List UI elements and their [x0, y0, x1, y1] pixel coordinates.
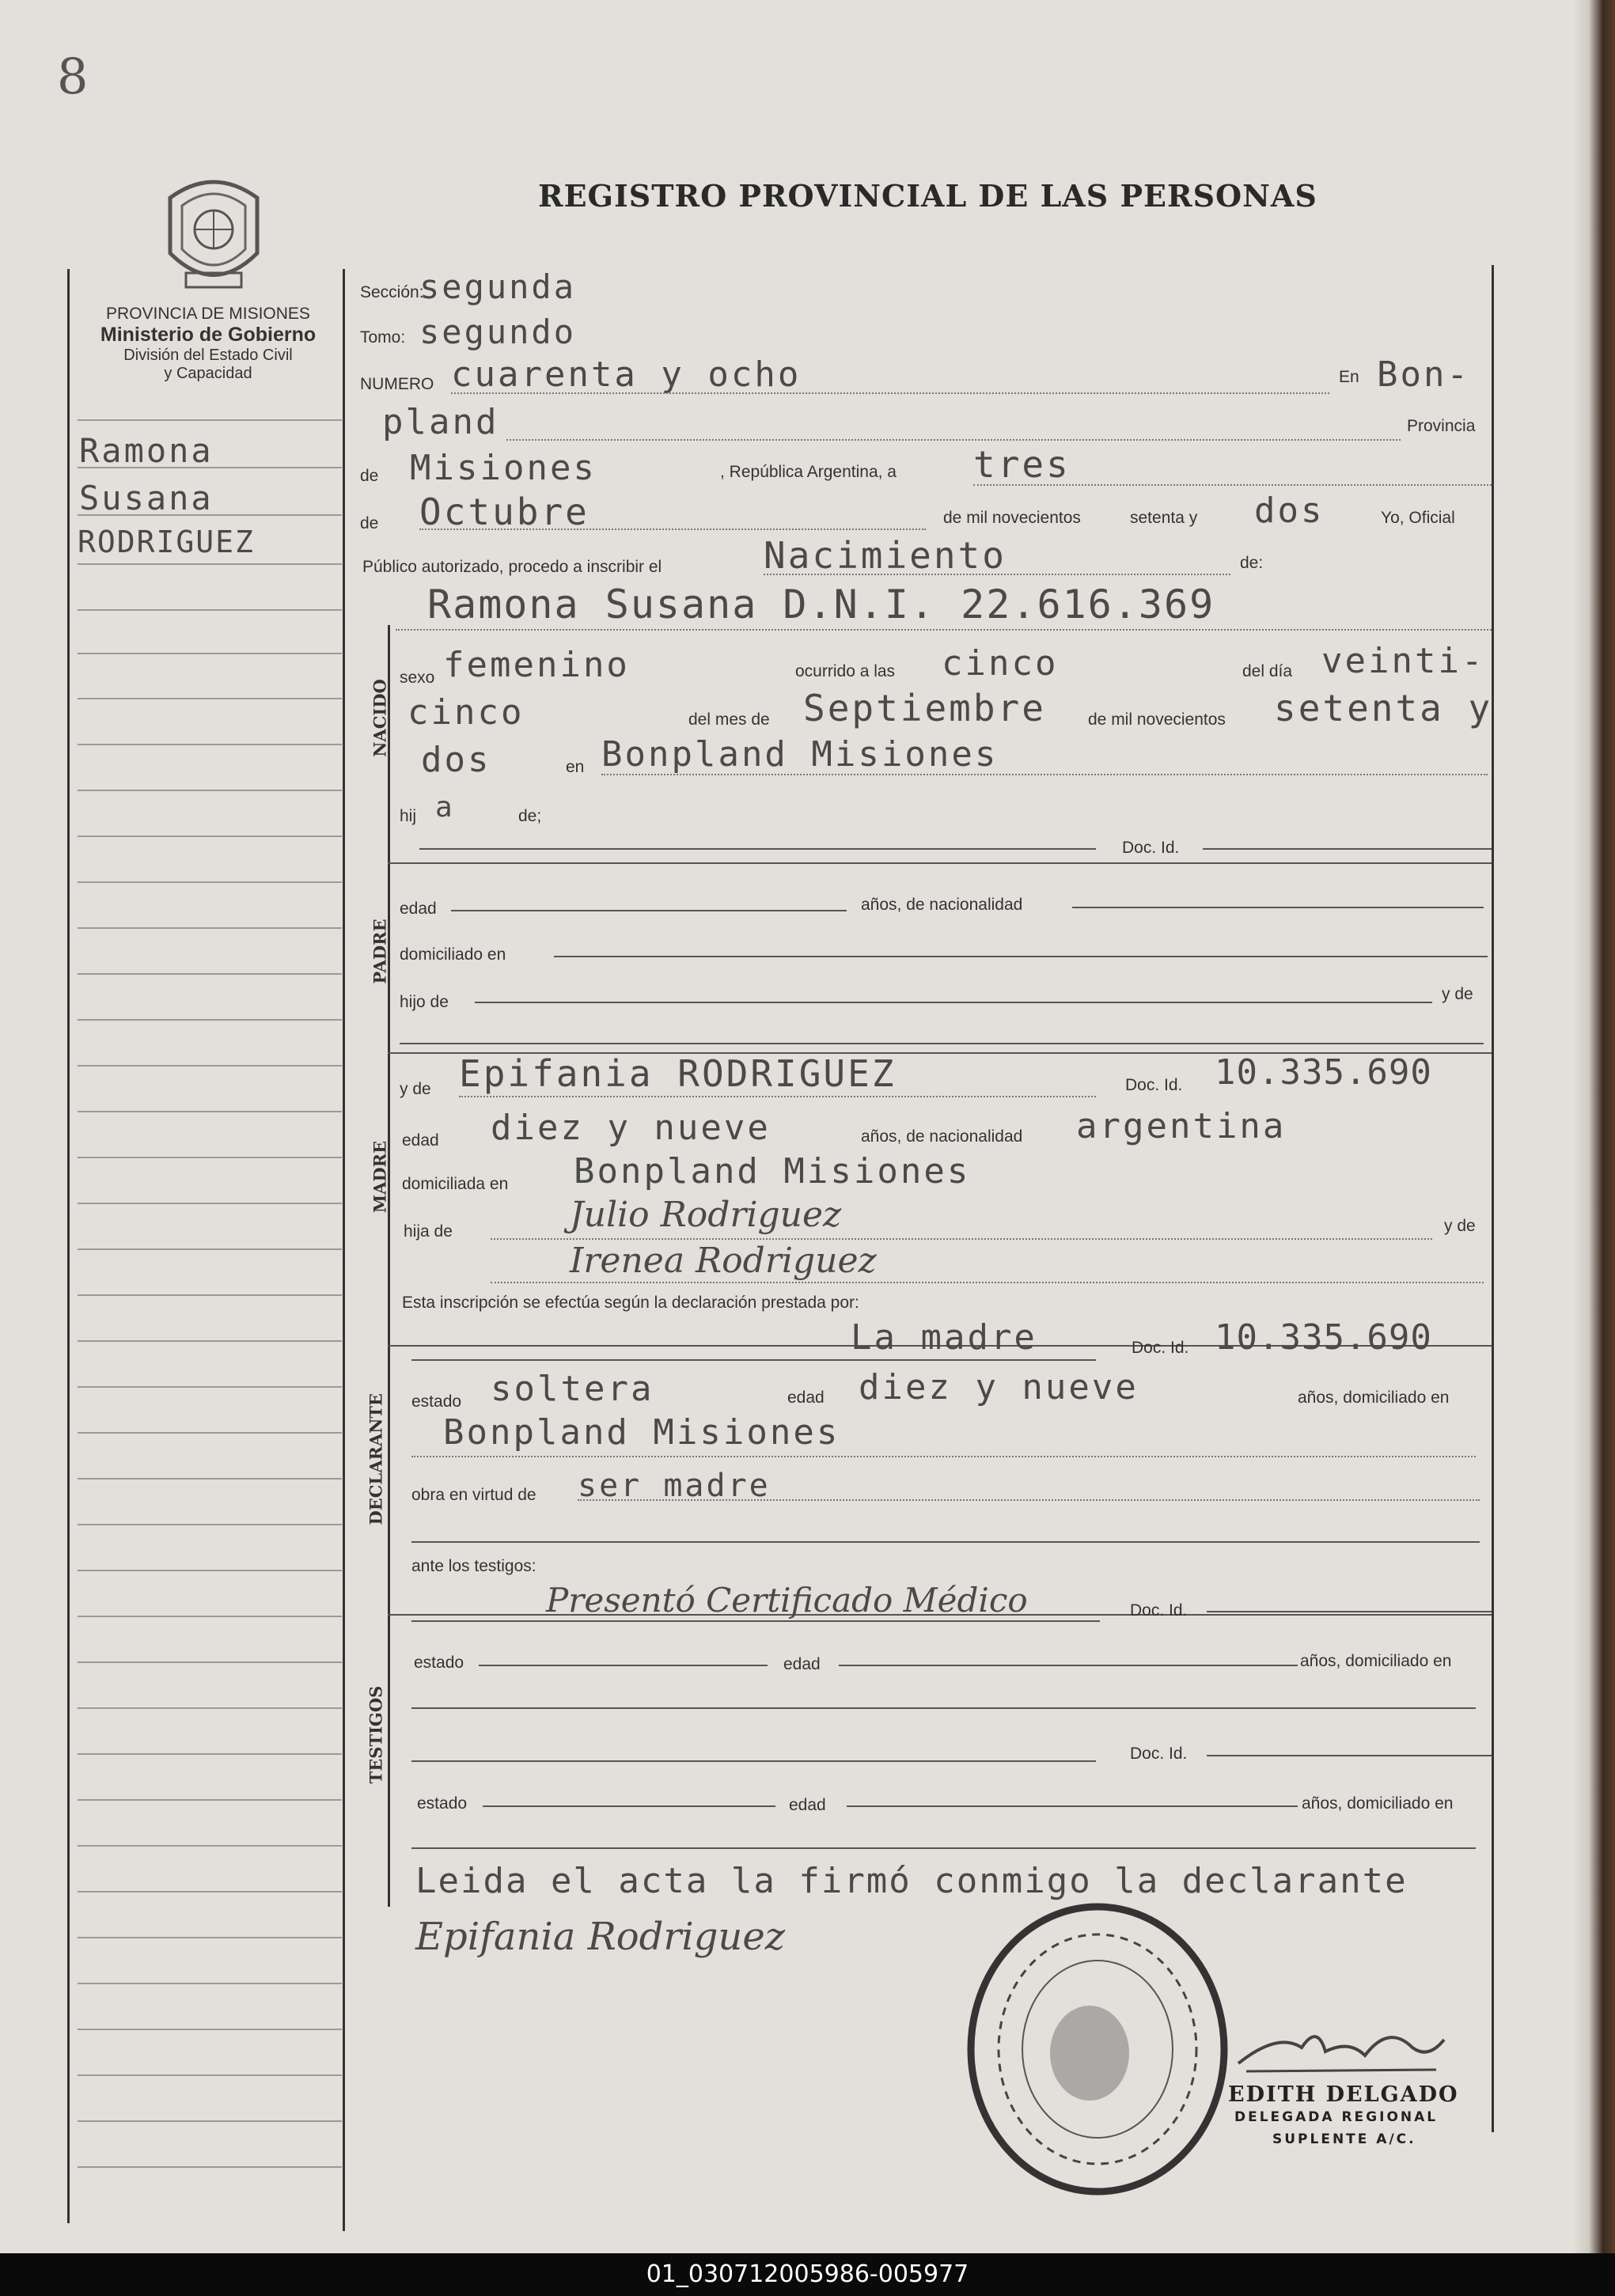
margin-surname: RODRIGUEZ — [78, 525, 255, 559]
registration-year-value: dos — [1254, 491, 1325, 531]
provincia-value: Misiones — [410, 448, 597, 488]
mother-address-value: Bonpland Misiones — [574, 1151, 971, 1192]
dotted-line — [451, 392, 1329, 394]
officer-subrole: SUPLENTE A/C. — [1272, 2131, 1416, 2147]
testigo1-doc-label: Doc. Id. — [1130, 1745, 1188, 1763]
birth-year-value-cont: dos — [421, 740, 491, 780]
blank-line — [1203, 848, 1492, 850]
testigo1-anos-label: años, domiciliado en — [1300, 1652, 1452, 1670]
dotted-line — [396, 629, 1492, 631]
anio-label: de mil novecientos — [1088, 710, 1226, 729]
seccion-label: Sección: — [360, 283, 424, 301]
oficial-label: Yo, Oficial — [1381, 509, 1455, 527]
madre-nacionalidad-label: años, de nacionalidad — [861, 1127, 1023, 1146]
seccion-value: segunda — [419, 267, 577, 306]
blank-line — [411, 1359, 1096, 1361]
testigo1-estado-label: estado — [414, 1654, 464, 1672]
division-label: División del Estado Civil — [123, 347, 293, 364]
dotted-line — [601, 774, 1488, 775]
separator — [388, 862, 1492, 864]
section-label-column-line — [388, 625, 390, 1907]
hijo-label: hij — [400, 807, 417, 825]
official-round-stamp — [959, 1895, 1236, 2203]
de-colon-label: de: — [1240, 554, 1264, 572]
publico-label: Público autorizado, procedo a inscribir el — [362, 558, 662, 576]
testigos-section-label: TESTIGOS — [366, 1685, 386, 1784]
dotted-line — [491, 1238, 1432, 1240]
declarante-doc-label: Doc. Id. — [1132, 1339, 1189, 1357]
birth-month-value: Septiembre — [803, 687, 1046, 729]
madre-domicilio-label: domiciliada en — [402, 1175, 509, 1193]
padre-section-label: PADRE — [370, 919, 390, 984]
witness-note-value: Presentó Certificado Médico — [546, 1581, 1028, 1620]
declaration-intro-label: Esta inscripción se efectúa según la declaración prestada por: — [402, 1294, 859, 1312]
blank-line — [483, 1805, 775, 1807]
birth-place-value: Bonpland Misiones — [601, 734, 999, 775]
blank-line — [839, 1665, 1298, 1666]
dotted-line — [764, 574, 1230, 575]
declarante-anos-label: años, domiciliado en — [1298, 1389, 1450, 1407]
madre-y-de-label: y de — [400, 1080, 431, 1098]
provincia-label: Provincia — [1407, 417, 1476, 435]
mother-nationality-value: argentina — [1076, 1106, 1287, 1146]
de-label: de — [360, 467, 379, 485]
mother-father-value: Julio Rodriguez — [570, 1195, 842, 1235]
de-label-2: de — [360, 514, 379, 532]
padre-nacionalidad-label: años, de nacionalidad — [861, 896, 1023, 914]
child-name-dni: Ramona Susana D.N.I. 22.616.369 — [427, 582, 1215, 627]
mil-label: de mil novecientos — [943, 509, 1081, 527]
declarante-section-label: DECLARANTE — [366, 1392, 386, 1525]
dotted-line — [459, 1096, 1096, 1097]
de-semicolon-label: de; — [518, 807, 542, 825]
issuer-block — [70, 305, 347, 383]
declarant-signature: Epifania Rodriguez — [415, 1915, 786, 1959]
ocurrido-label: ocurrido a las — [795, 662, 896, 680]
act-type-value: Nacimiento — [764, 534, 1007, 577]
padre-y-de-label: y de — [1442, 985, 1473, 1003]
testigo1-edad-label: edad — [783, 1655, 821, 1673]
dotted-line — [411, 1456, 1476, 1457]
footer-image-id: 01_030712005986-005977 — [0, 2253, 1615, 2296]
testigos-ante-label: ante los testigos: — [411, 1557, 536, 1575]
declarant-age-value: diez y nueve — [859, 1367, 1139, 1408]
column-divider-line — [343, 269, 345, 2231]
testigo2-estado-label: estado — [417, 1794, 468, 1813]
mother-mother-value: Irenea Rodriguez — [570, 1241, 877, 1281]
birth-day-value: veinti- — [1321, 641, 1485, 681]
dotted-line — [419, 529, 926, 530]
decade-value: setenta y — [1130, 509, 1198, 527]
padre-domicilio-label: domiciliado en — [400, 945, 506, 964]
sexo-value: femenino — [443, 645, 630, 685]
tomo-value: segundo — [419, 313, 577, 351]
birth-hour-value: cinco — [942, 643, 1059, 684]
registration-day-value: tres — [973, 443, 1071, 486]
madre-hija-label: hija de — [404, 1222, 453, 1241]
declarant-address-value: Bonpland Misiones — [443, 1412, 840, 1453]
blank-line — [411, 1847, 1476, 1849]
registration-month-value: Octubre — [419, 491, 590, 533]
officer-signature — [1230, 2016, 1452, 2079]
declarant-capacity-value: ser madre — [578, 1468, 771, 1504]
testigo2-anos-label: años, domiciliado en — [1302, 1794, 1454, 1813]
blank-line — [419, 848, 1096, 850]
declarante-edad-label: edad — [787, 1389, 825, 1407]
page-title: REGISTRO PROVINCIAL DE LAS PERSONAS — [538, 178, 1317, 214]
blank-line — [1207, 1755, 1492, 1756]
margin-first-name: Ramona — [79, 431, 214, 470]
blank-line — [1072, 907, 1484, 908]
republica-label: , República Argentina, a — [720, 463, 897, 481]
blank-line — [479, 1665, 768, 1666]
nacido-section-label: NACIDO — [370, 679, 390, 757]
dotted-line — [506, 439, 1401, 441]
birth-year-value: setenta y — [1274, 687, 1493, 729]
padre-edad-label: edad — [400, 900, 437, 918]
closing-text: Leida el acta la firmó conmigo la declarante — [415, 1861, 1408, 1901]
testigos-doc-label: Doc. Id. — [1130, 1601, 1188, 1620]
hijo-gender-value: a — [435, 791, 455, 824]
page-number: 8 — [57, 47, 89, 105]
blank-line — [1207, 1611, 1492, 1612]
officer-role: DELEGADA REGIONAL — [1234, 2109, 1439, 2125]
dotted-line — [491, 1282, 1484, 1283]
right-frame-line — [1492, 265, 1494, 2132]
mother-age-value: diez y nueve — [491, 1108, 771, 1148]
blank-line — [554, 956, 1488, 957]
dia-label: del día — [1242, 662, 1293, 680]
book-binding — [1575, 0, 1615, 2253]
blank-line — [411, 1707, 1476, 1709]
margin-second-name: Susana — [79, 479, 214, 517]
blank-line — [411, 1541, 1480, 1543]
province-label: PROVINCIA DE MISIONES — [106, 305, 310, 323]
padre-hijo-label: hijo de — [400, 993, 449, 1011]
declarant-civil-status-value: soltera — [491, 1369, 654, 1409]
madre-y-de-label-2: y de — [1444, 1217, 1476, 1235]
declarante-obra-label: obra en virtud de — [411, 1486, 536, 1504]
blank-line — [411, 1620, 1100, 1622]
mother-name-value: Epifania RODRIGUEZ — [459, 1052, 897, 1095]
officer-name: EDITH DELGADO — [1228, 2082, 1459, 2107]
city-value-start: Bon- — [1377, 354, 1470, 395]
sexo-label: sexo — [400, 669, 435, 687]
dotted-line — [578, 1499, 1480, 1501]
mes-label: del mes de — [688, 710, 770, 729]
madre-section-label: MADRE — [370, 1140, 390, 1214]
left-margin-line — [67, 269, 70, 2223]
blank-line — [400, 1043, 1484, 1044]
en-label-2: en — [566, 758, 585, 776]
dotted-line — [973, 484, 1492, 486]
city-value-end: pland — [382, 402, 499, 442]
blank-line — [411, 1760, 1096, 1762]
madre-doc-label: Doc. Id. — [1125, 1076, 1183, 1094]
en-label: En — [1339, 368, 1359, 386]
capacity-label: y Capacidad — [164, 365, 252, 382]
doc-id-label: Doc. Id. — [1122, 839, 1180, 857]
coat-of-arms-seal — [154, 166, 273, 297]
testigo2-edad-label: edad — [789, 1796, 826, 1814]
blank-line — [847, 1805, 1298, 1807]
declarant-doc-value: 10.335.690 — [1215, 1317, 1432, 1358]
birth-day-value-cont: cinco — [408, 692, 525, 733]
tomo-label: Tomo: — [360, 328, 406, 347]
blank-line — [451, 910, 847, 911]
numero-label: NUMERO — [360, 375, 434, 393]
numero-value: cuarenta y ocho — [451, 354, 802, 395]
declarant-name-value: La madre — [851, 1317, 1037, 1358]
blank-line — [475, 1002, 1432, 1003]
declarante-estado-label: estado — [411, 1392, 462, 1411]
ministry-label: Ministerio de Gobierno — [100, 324, 317, 346]
mother-doc-value: 10.335.690 — [1215, 1052, 1432, 1093]
madre-edad-label: edad — [402, 1131, 439, 1150]
